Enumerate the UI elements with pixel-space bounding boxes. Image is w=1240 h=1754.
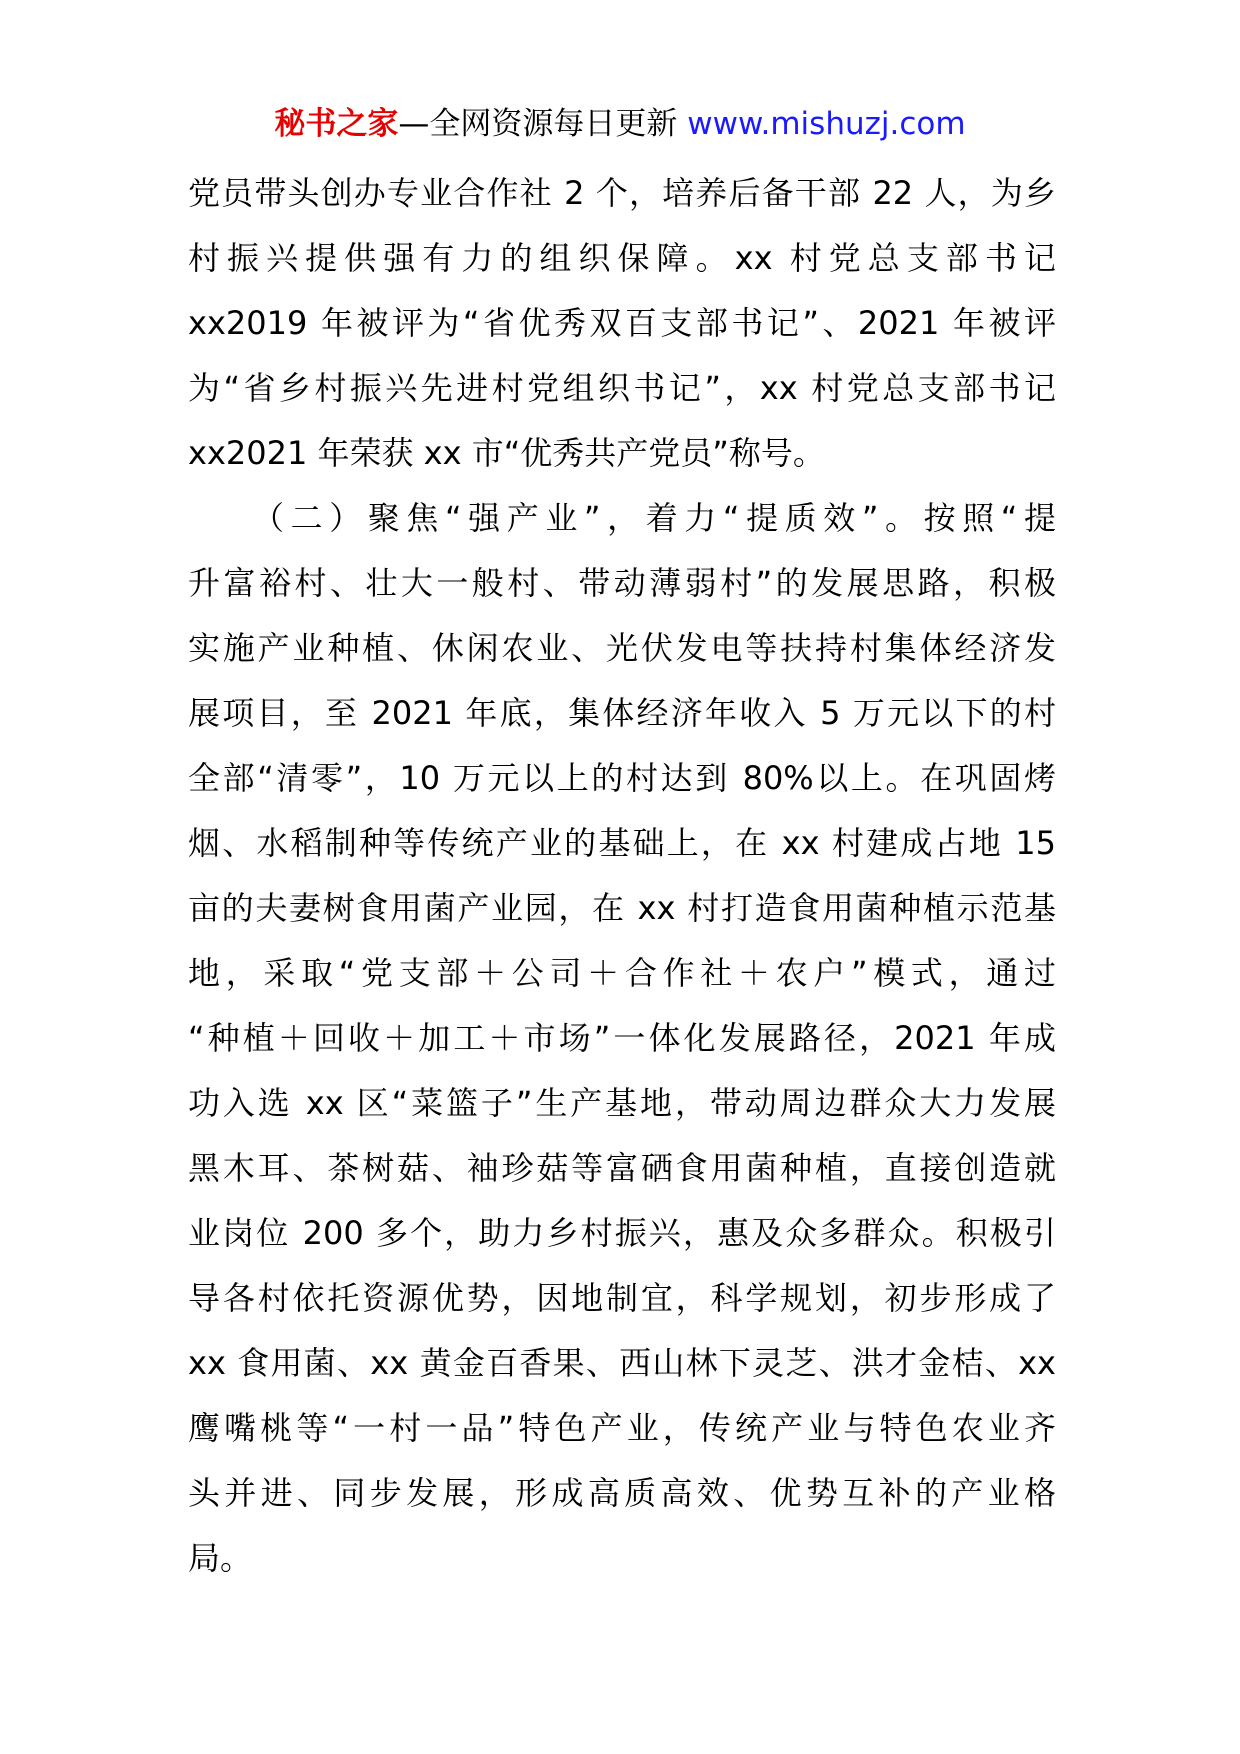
text-line: 业岗位 200 多个，助力乡村振兴，惠及众多群众。积极引 — [188, 1214, 1056, 1252]
text-line: xx2019 年被评为“省优秀双百支部书记”、2021 年被评 — [188, 304, 1056, 342]
text-line: xx 食用菌、xx 黄金百香果、西山林下灵芝、洪才金桔、xx — [188, 1344, 1056, 1382]
text-line: 展项目，至 2021 年底，集体经济年收入 5 万元以下的村 — [188, 694, 1056, 732]
section-heading-line: （二）聚焦“强产业”，着力“提质效”。按照“提 — [252, 499, 1056, 537]
text-line: 导各村依托资源优势，因地制宜，科学规划，初步形成了 — [188, 1279, 1056, 1317]
text-line: 亩的夫妻树食用菌产业园，在 xx 村打造食用菌种植示范基 — [188, 889, 1056, 927]
brand-name: 秘书之家 — [274, 106, 399, 142]
text-line: “种植＋回收＋加工＋市场”一体化发展路径，2021 年成 — [188, 1019, 1056, 1057]
text-line: 为“省乡村振兴先进村党组织书记”，xx 村党总支部书记 — [188, 369, 1056, 407]
document-body — [188, 161, 1056, 1591]
text-line: 升富裕村、壮大一般村、带动薄弱村”的发展思路，积极 — [188, 564, 1056, 602]
text-line: 功入选 xx 区“菜篮子”生产基地，带动周边群众大力发展 — [188, 1084, 1056, 1122]
text-line: 烟、水稻制种等传统产业的基础上，在 xx 村建成占地 15 — [188, 824, 1056, 862]
text-line: 全部“清零”，10 万元以上的村达到 80%以上。在巩固烤 — [188, 759, 1056, 797]
text-line: 头并进、同步发展，形成高质高效、优势互补的产业格 — [188, 1474, 1056, 1512]
website-link[interactable]: www.mishuzj.com — [687, 106, 966, 142]
text-line: xx2021 年荣获 xx 市“优秀共产党员”称号。 — [188, 434, 825, 472]
text-line: 党员带头创办专业合作社 2 个，培养后备干部 22 人，为乡 — [188, 174, 1056, 212]
text-line: 鹰嘴桃等“一村一品”特色产业，传统产业与特色农业齐 — [188, 1409, 1056, 1447]
header-tagline: —全网资源每日更新 — [398, 106, 688, 142]
text-line: 局。 — [188, 1539, 253, 1577]
text-line: 地，采取“党支部＋公司＋合作社＋农户”模式，通过 — [188, 954, 1056, 992]
text-line: 实施产业种植、休闲农业、光伏发电等扶持村集体经济发 — [188, 629, 1056, 667]
text-line: 黑木耳、茶树菇、袖珍菇等富硒食用菌种植，直接创造就 — [188, 1149, 1056, 1187]
page-header — [0, 104, 1240, 144]
text-line: 村振兴提供强有力的组织保障。xx 村党总支部书记 — [188, 239, 1056, 277]
